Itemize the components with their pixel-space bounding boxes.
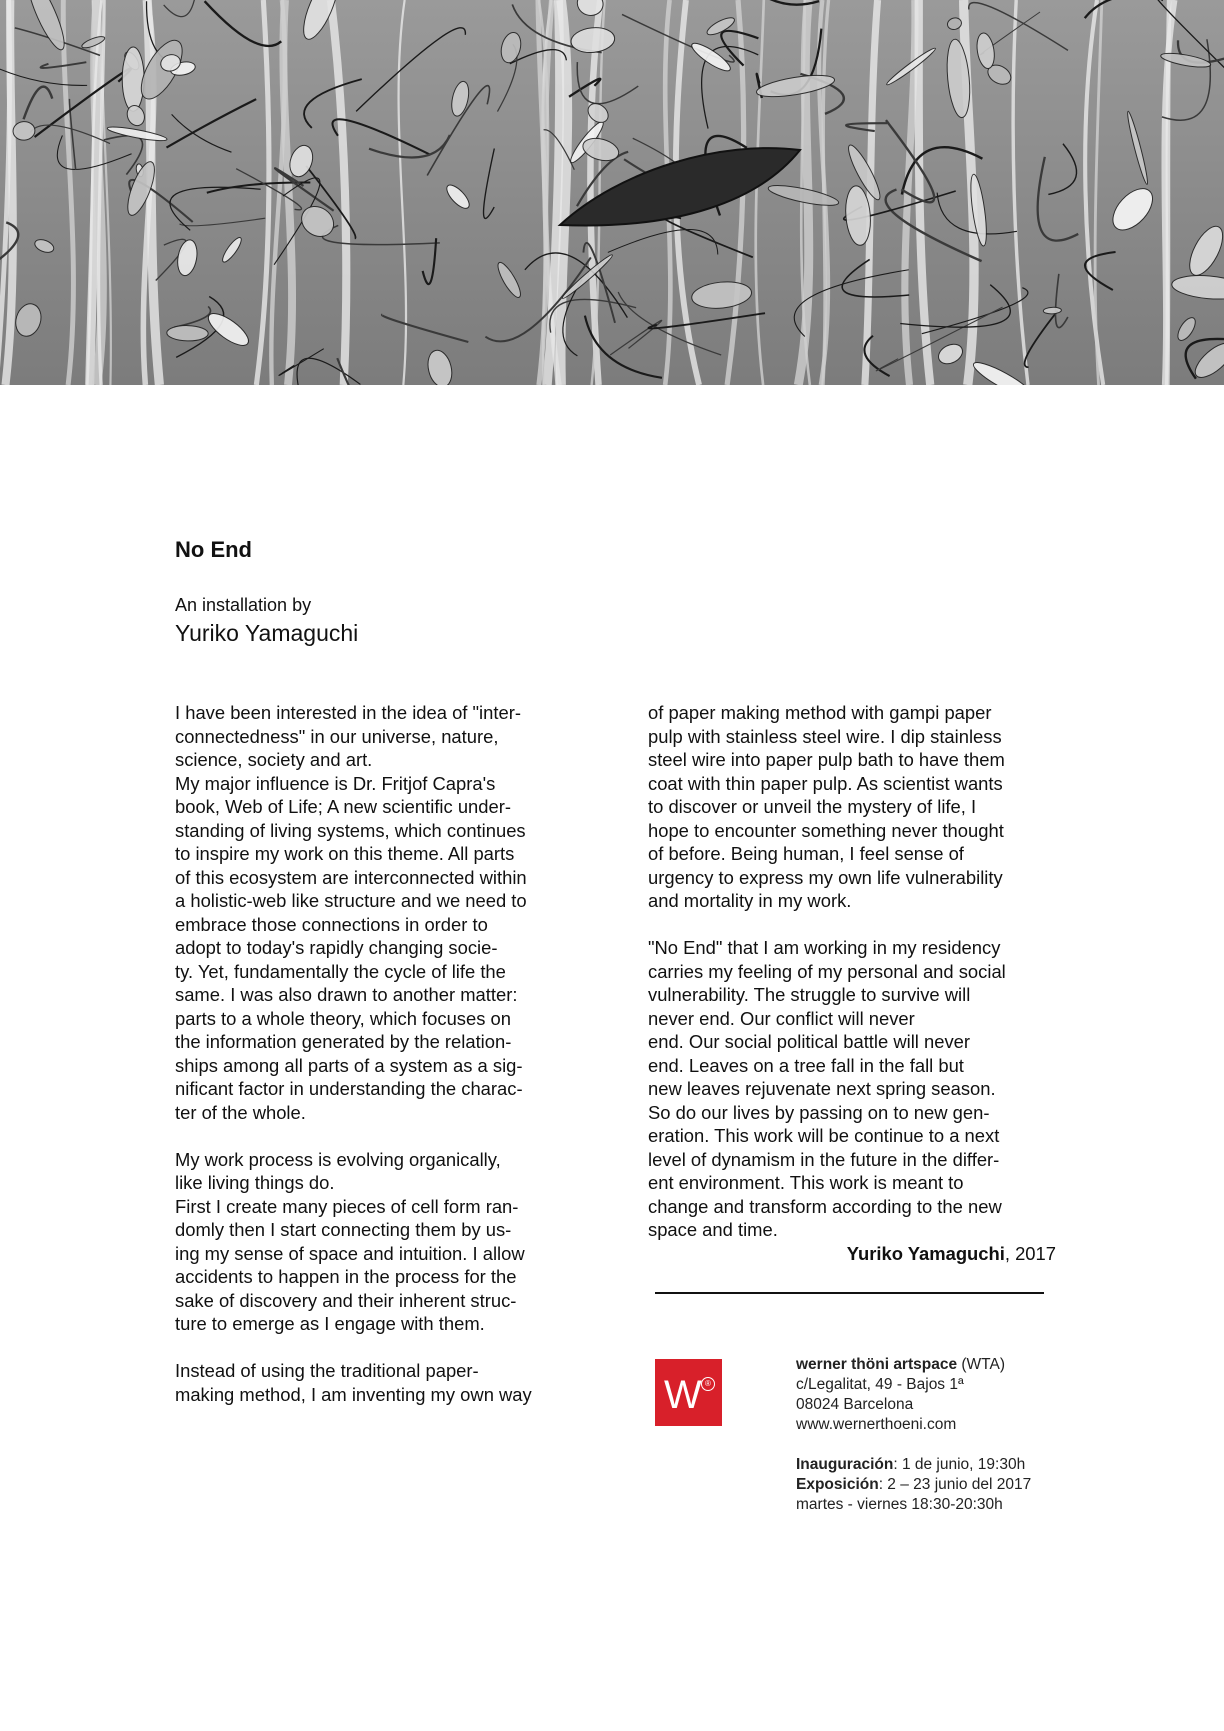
logo-letter: W — [664, 1373, 702, 1417]
artist-name: Yuriko Yamaguchi — [175, 620, 359, 646]
gallery-logo — [655, 1359, 722, 1426]
exhibition-dates: : 2 – 23 junio del 2017 — [878, 1476, 1032, 1493]
signature-name: Yuriko Yamaguchi — [846, 1242, 1005, 1264]
text-column-left — [175, 701, 575, 1406]
venue-city: 08024 Barcelona — [796, 1396, 914, 1413]
subtitle: An installation by — [175, 595, 312, 615]
opening-hours: martes - viernes 18:30-20:30h — [796, 1496, 1003, 1513]
venue-address: c/Legalitat, 49 - Bajos 1ª — [796, 1376, 964, 1393]
opening-label: Inauguración — [796, 1456, 894, 1473]
opening-date: : 1 de junio, 19:30h — [893, 1456, 1026, 1473]
paragraph: My work process is evolving organically, like living things do. First I create many pieces of cell form ran- domly then I start connecting them by us- ing my sense of space and intuition. I allow accidents to happen in the process for the sake of discovery and their inherent struc- ture to emerge as I engage with them. — [175, 1148, 525, 1334]
venue-name: werner thöni artspace — [796, 1356, 958, 1373]
divider — [655, 1292, 1044, 1294]
signature — [648, 1242, 1056, 1266]
venue-abbr: (WTA) — [957, 1356, 1005, 1373]
venue-info — [796, 1355, 1031, 1515]
hero-artwork-image — [0, 0, 1224, 385]
page-title: No End — [175, 537, 252, 562]
exhibition-label: Exposición — [796, 1476, 879, 1493]
paragraph: "No End" that I am working in my residency carries my feeling of my personal and social vulnerability. The struggle to survive will never end. Our conflict will never end. Our social political battle will never end. Leaves on a tree fall in the fall but new leaves rejuvenate next spring season. So do our lives by passing on to new gen- eration. This work will be continue to a next level of dynamism in the future in the differ- ent environment. This work is meant to change and transform according to the new space and time. — [648, 937, 1006, 1240]
hero-photo — [0, 0, 1224, 385]
paragraph: of paper making method with gampi paper pulp with stainless steel wire. I dip stainless steel wire into paper pulp bath to have them coat with thin paper pulp. As scientist wants to discover or unveil the mystery of life, I hope to encounter something never thought of before. Being human, I feel sense of urgency to express my own life vulnerability and mortality in my work. — [648, 702, 1005, 911]
paragraph: Instead of using the traditional paper- making method, I am inventing my own way — [175, 1360, 532, 1405]
text-column-right — [648, 701, 1056, 1265]
paragraph: I have been interested in the idea of "inter- connectedness" in our universe, nature, science, society and art. My major influence is Dr. Fritjof Capra's book, Web of Life; A new scientific under- standing of living systems, which continues to inspire my work on this theme. All parts of this ecosystem are interconnected within a holistic-web like structure and we need to embrace those connections in order to adopt to today's rapidly changing socie- ty. Yet, fundamentally the cycle of life the same. I was also drawn to another matter: parts to a whole theory, which focuses on the information generated by the relation- ships among all parts of a system as a sig- nificant factor in understanding the charac- ter of the whole. — [175, 702, 527, 1123]
signature-year: , 2017 — [1004, 1242, 1056, 1264]
venue-website[interactable]: www.wernerthoeni.com — [796, 1416, 957, 1433]
registered-mark-icon: ® — [701, 1377, 715, 1391]
